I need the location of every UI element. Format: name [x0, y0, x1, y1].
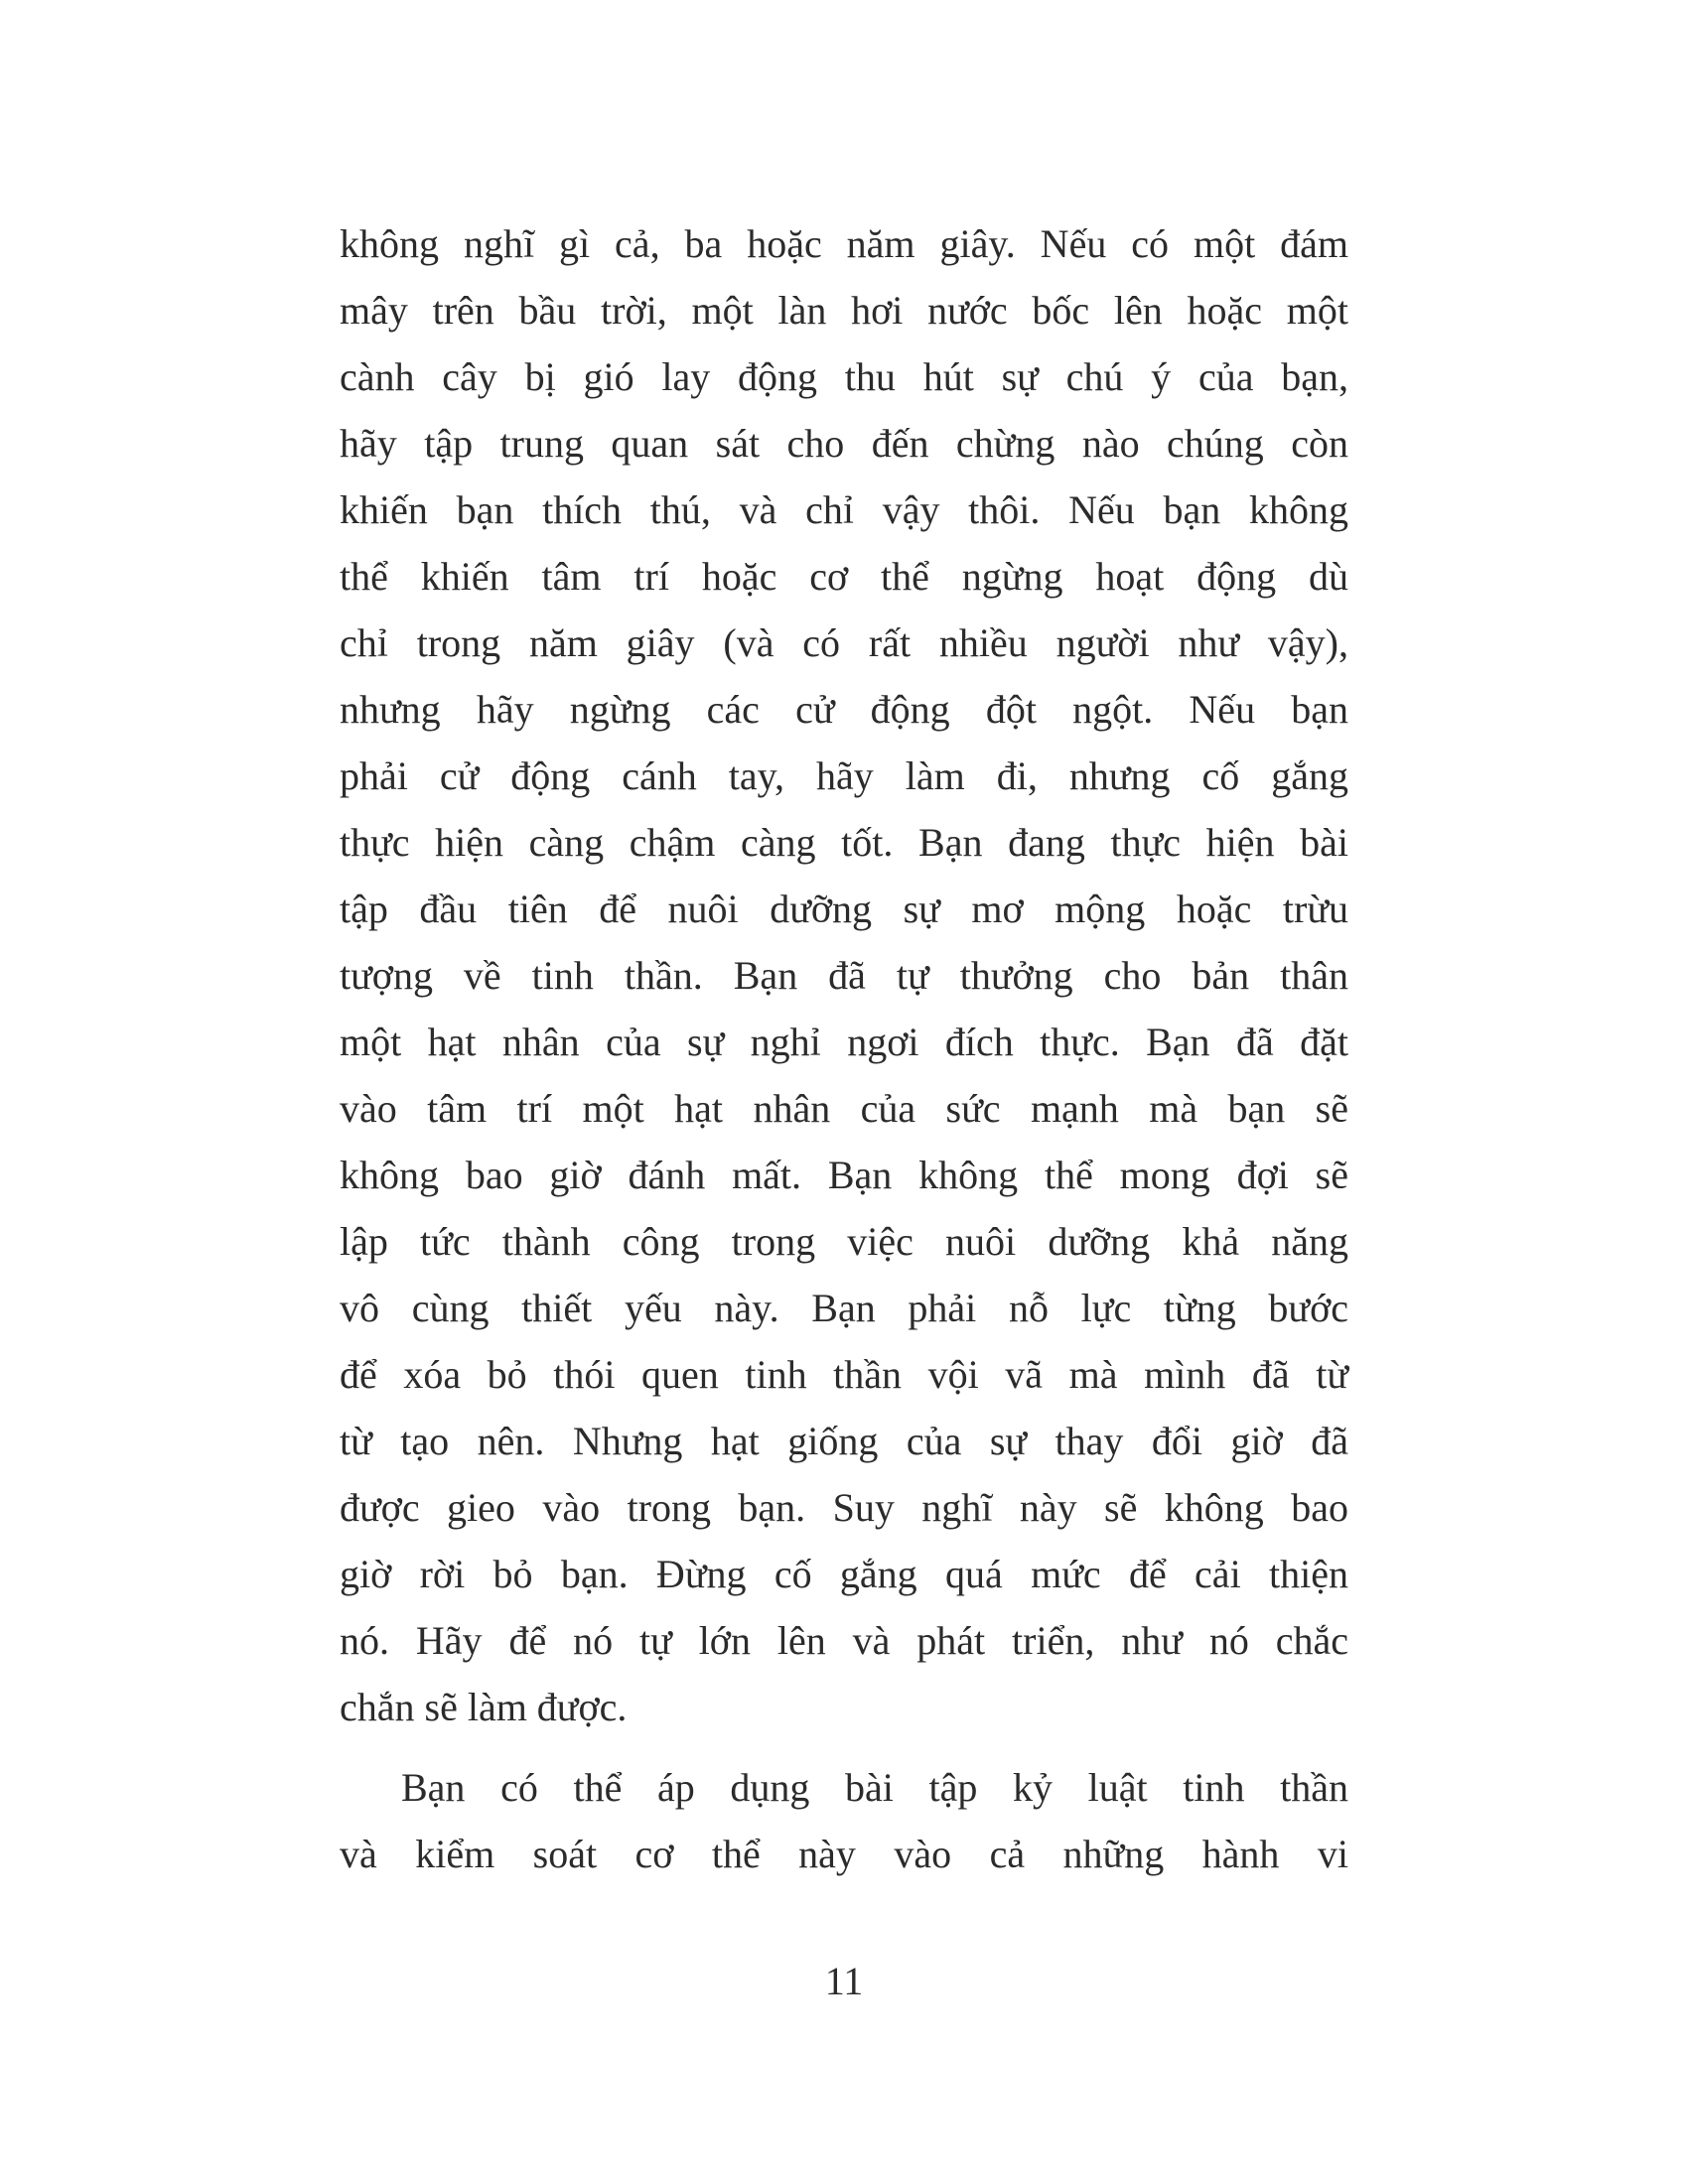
text-line: và kiểm soát cơ thể này vào cả những hành vi	[340, 1832, 1348, 1876]
text-line: tập đầu tiên để nuôi dưỡng sự mơ mộng hoặc trừu	[340, 887, 1348, 931]
text-line: giờ rời bỏ bạn. Đừng cố gắng quá mức để cải thiện	[340, 1552, 1348, 1596]
text-line: từ tạo nên. Nhưng hạt giống của sự thay đổi giờ đã	[340, 1419, 1348, 1463]
text-line: một hạt nhân của sự nghỉ ngơi đích thực. Bạn đã đặt	[340, 1020, 1348, 1064]
text-line: nhưng hãy ngừng các cử động đột ngột. Nếu bạn	[340, 687, 1348, 732]
text-line: được gieo vào trong bạn. Suy nghĩ này sẽ không bao	[340, 1485, 1348, 1530]
text-line: không nghĩ gì cả, ba hoặc năm giây. Nếu có một đám	[340, 221, 1348, 266]
page-number: 11	[824, 1959, 864, 2003]
text-line: Bạn có thể áp dụng bài tập kỷ luật tinh thần	[401, 1765, 1348, 1810]
text-line: vào tâm trí một hạt nhân của sức mạnh mà bạn sẽ	[340, 1086, 1348, 1131]
text-line: để xóa bỏ thói quen tinh thần vội vã mà mình đã từ	[340, 1352, 1348, 1397]
text-line: lập tức thành công trong việc nuôi dưỡng khả năng	[340, 1219, 1348, 1264]
text-line: không bao giờ đánh mất. Bạn không thể mong đợi sẽ	[340, 1153, 1348, 1197]
text-line: nó. Hãy để nó tự lớn lên và phát triển, như nó chắc	[340, 1618, 1348, 1663]
text-line: phải cử động cánh tay, hãy làm đi, nhưng cố gắng	[340, 753, 1348, 798]
paragraph	[340, 210, 1348, 1740]
text-line: hãy tập trung quan sát cho đến chừng nào chúng còn	[340, 421, 1348, 466]
text-line: thực hiện càng chậm càng tốt. Bạn đang thực hiện bài	[340, 820, 1348, 865]
text-line: mây trên bầu trời, một làn hơi nước bốc lên hoặc một	[340, 288, 1348, 333]
text-line: khiến bạn thích thú, và chỉ vậy thôi. Nếu bạn không	[340, 487, 1348, 532]
paragraph	[340, 1754, 1348, 1887]
text-line: tượng về tinh thần. Bạn đã tự thưởng cho bản thân	[340, 953, 1348, 998]
text-line: chỉ trong năm giây (và có rất nhiều người như vậy),	[340, 620, 1348, 665]
text-line: thể khiến tâm trí hoặc cơ thể ngừng hoạt động dù	[340, 554, 1348, 599]
text-line: vô cùng thiết yếu này. Bạn phải nỗ lực từng bước	[340, 1286, 1348, 1330]
text-block	[340, 0, 1348, 1887]
text-line: chắn sẽ làm được.	[340, 1685, 628, 1729]
text-line: cành cây bị gió lay động thu hút sự chú ý của bạn,	[340, 354, 1348, 399]
